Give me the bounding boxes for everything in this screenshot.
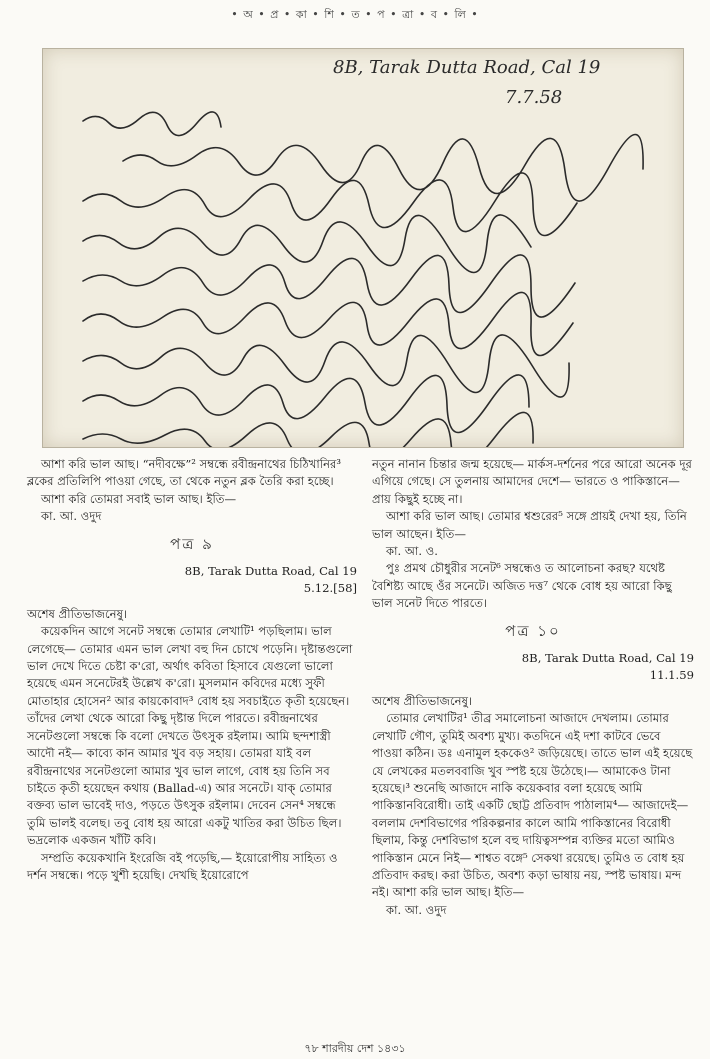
handwritten-letter-image (42, 48, 684, 448)
paragraph: পুঃ প্রমথ চৌধুরীর সনেট⁶ সম্বন্ধেও ত আলোচনা করছ? যথেষ্ট বৈশিষ্ট্য আছে ওঁর সনেটে। অজিত দত্ত⁷ থেকে বোধ হয় আরো কিছু ভাল সনেট দিতে পারতে। (372, 561, 672, 611)
letter10-date: 11.1.59 (649, 668, 694, 683)
paragraph: তোমার লেখাটির¹ তীব্র সমালোচনা আজাদে দেখলাম। তোমার লেখাটি গৌণ, তুমিই অবশ্য মুখ্য। কতদিনে এই দশা কাটবে ভেবে পাওয়া কঠিন। ডঃ এনামুল হককেও² জড়িয়েছে। তাতে ভাল এই হয়েছে যে লেখকের মতলববাজি খুব স্পষ্ট হয়ে উঠেছে।— আমাকেও টানা হয়েছে।³ শুনেছি আজাদে নাকি কয়েকবার বলা হয়েছে আমি পাকিস্তানবিরোধী। তাই একটি ছোট্ট প্রতিবাদ পাঠালাম⁴— আজাদেই— বললাম দেশবিভাগের পরিকল্পনার কালে আমি পাকিস্তানের বিরোধী ছিলাম, কিন্তু দেশবিভাগ হলে বহু দায়িত্বসম্পন্ন ব্যক্তির মতো আমিও পাকিস্তান মেনে নিই— শাশ্বত বঙ্গে⁵ সেকথা রয়েছে। তুমিও ত বোধ হয় প্রতিবাদ করছ। করা উচিত, অবশ্য কড়া ভাষায় নয়, স্পষ্ট ভাষায়। মন্দ নই। আশা করি ভাল আছ। ইতি— (372, 711, 693, 900)
paragraph: আশা করি ভাল আছ। তোমার শ্বশুরের⁵ সঙ্গে প্রায়ই দেখা হয়, তিনি ভাল আছেন। ইতি— (372, 509, 687, 541)
letter-date: 7.7.58 (505, 87, 563, 108)
letter9-address: 8B, Tarak Dutta Road, Cal 19 (184, 564, 357, 579)
paragraph: নতুন নানান চিন্তার জন্ম হয়েছে— মার্কস-দর্শনের পরে আরো অনেক দূর এগিয়ে গেছে। সে তুলনায় আমাদের দেশে— ভারতে ও পাকিস্তানে— প্রায় কিছুই হচ্ছে না। (372, 457, 692, 506)
paragraph: কয়েকদিন আগে সনেট সম্বন্ধে তোমার লেখাটি¹ পড়ছিলাম। ভাল লেগেছে— তোমার এমন ভাল লেখা বহু দিন চোখে পড়েনি। দৃষ্টান্তগুলো ভাল দেখে দিতে চেষ্টা ক'রো, অর্থাৎ কবিতা হিসাবে যেগুলো ভালো হয়েছে এমন সনেটেরই উল্লেখ ক'রো। মুসলমান কবিদের মধ্যে সুফী মোতাহার হোসেন² আর কায়কোবাদ³ বোধ হয় সবচাইতে কৃতী হয়েছেন। তাঁদের লেখা থেকে আরো কিছু দৃষ্টান্ত দিলে পারতে। রবীন্দ্রনাথের সনেটগুলো সম্বন্ধে কি বলো দেখতে উৎসুক রইলাম। আমি ছন্দশাস্ত্রী আদৌ নই— কাব্যে কান আমার খুব বড় সহায়। তোমরা যাই বল রবীন্দ্রনাথের সনেটগুলো আমার খুব ভাল লাগে, বোধ হয় তিনি সব চাইতে কৃতী হয়েছেন কথায় (Ballad-এ) আর সনেটে। যাক্ তোমার বক্তব্য ভাল ভাবেই দাও, পড়তে উৎসুক রইলাম। দেবেন সেন⁴ সম্বন্ধে তুমি ভালই বলেছ। তবু বোধ হয় আরো একটু খাতির করা উচিত ছিল। ভদ্রলোক একজন খাঁটি কবি। (27, 624, 353, 848)
paragraph: আশা করি তোমরা সবাই ভাল আছ। ইতি— (41, 491, 237, 506)
letter9-date: 5.12.[58] (303, 581, 357, 596)
paragraph: আশা করি ভাল আছ। “নদীবক্ষে”² সম্বন্ধে রবীন্দ্রনাথের চিঠিখানির³ ব্লকের প্রতিলিপি পাওয়া গেছে, তা থেকে নতুন ব্লক তৈরি করা হচ্ছে। (27, 457, 342, 489)
handwriting-scribbles (43, 49, 683, 447)
letter10-address: 8B, Tarak Dutta Road, Cal 19 (521, 651, 694, 666)
letter9-salutation: অশেষ প্রীতিভাজনেষু। (27, 606, 128, 621)
left-column (27, 456, 357, 884)
signature: কা. আ. ও. (386, 544, 438, 559)
signature: কা. আ. ওদুদ (41, 509, 102, 524)
page-footer: ৭৮ শারদীয় দেশ ১৪৩১ (304, 1042, 406, 1055)
signature: কা. আ. ওদুদ (386, 902, 447, 917)
letter10-salutation: অশেষ প্রীতিভাজনেষু। (372, 693, 473, 708)
paragraph: সম্প্রতি কয়েকখানি ইংরেজি বই পড়েছি,— ইয়োরোপীয় সাহিত্য ও দর্শন সম্বন্ধে। পড়ে খুশী হয়েছি। দেখছি ইয়োরোপে (27, 850, 338, 882)
running-header: • অ • প্র • কা • শি • ত • প • ত্রা • ব • লি • (231, 8, 479, 21)
letter9-title: পত্র ৯ (170, 534, 214, 553)
letter-address: 8B, Tarak Dutta Road, Cal 19 (333, 57, 601, 78)
right-column (372, 456, 694, 919)
letter10-title: পত্র ১০ (505, 621, 561, 640)
